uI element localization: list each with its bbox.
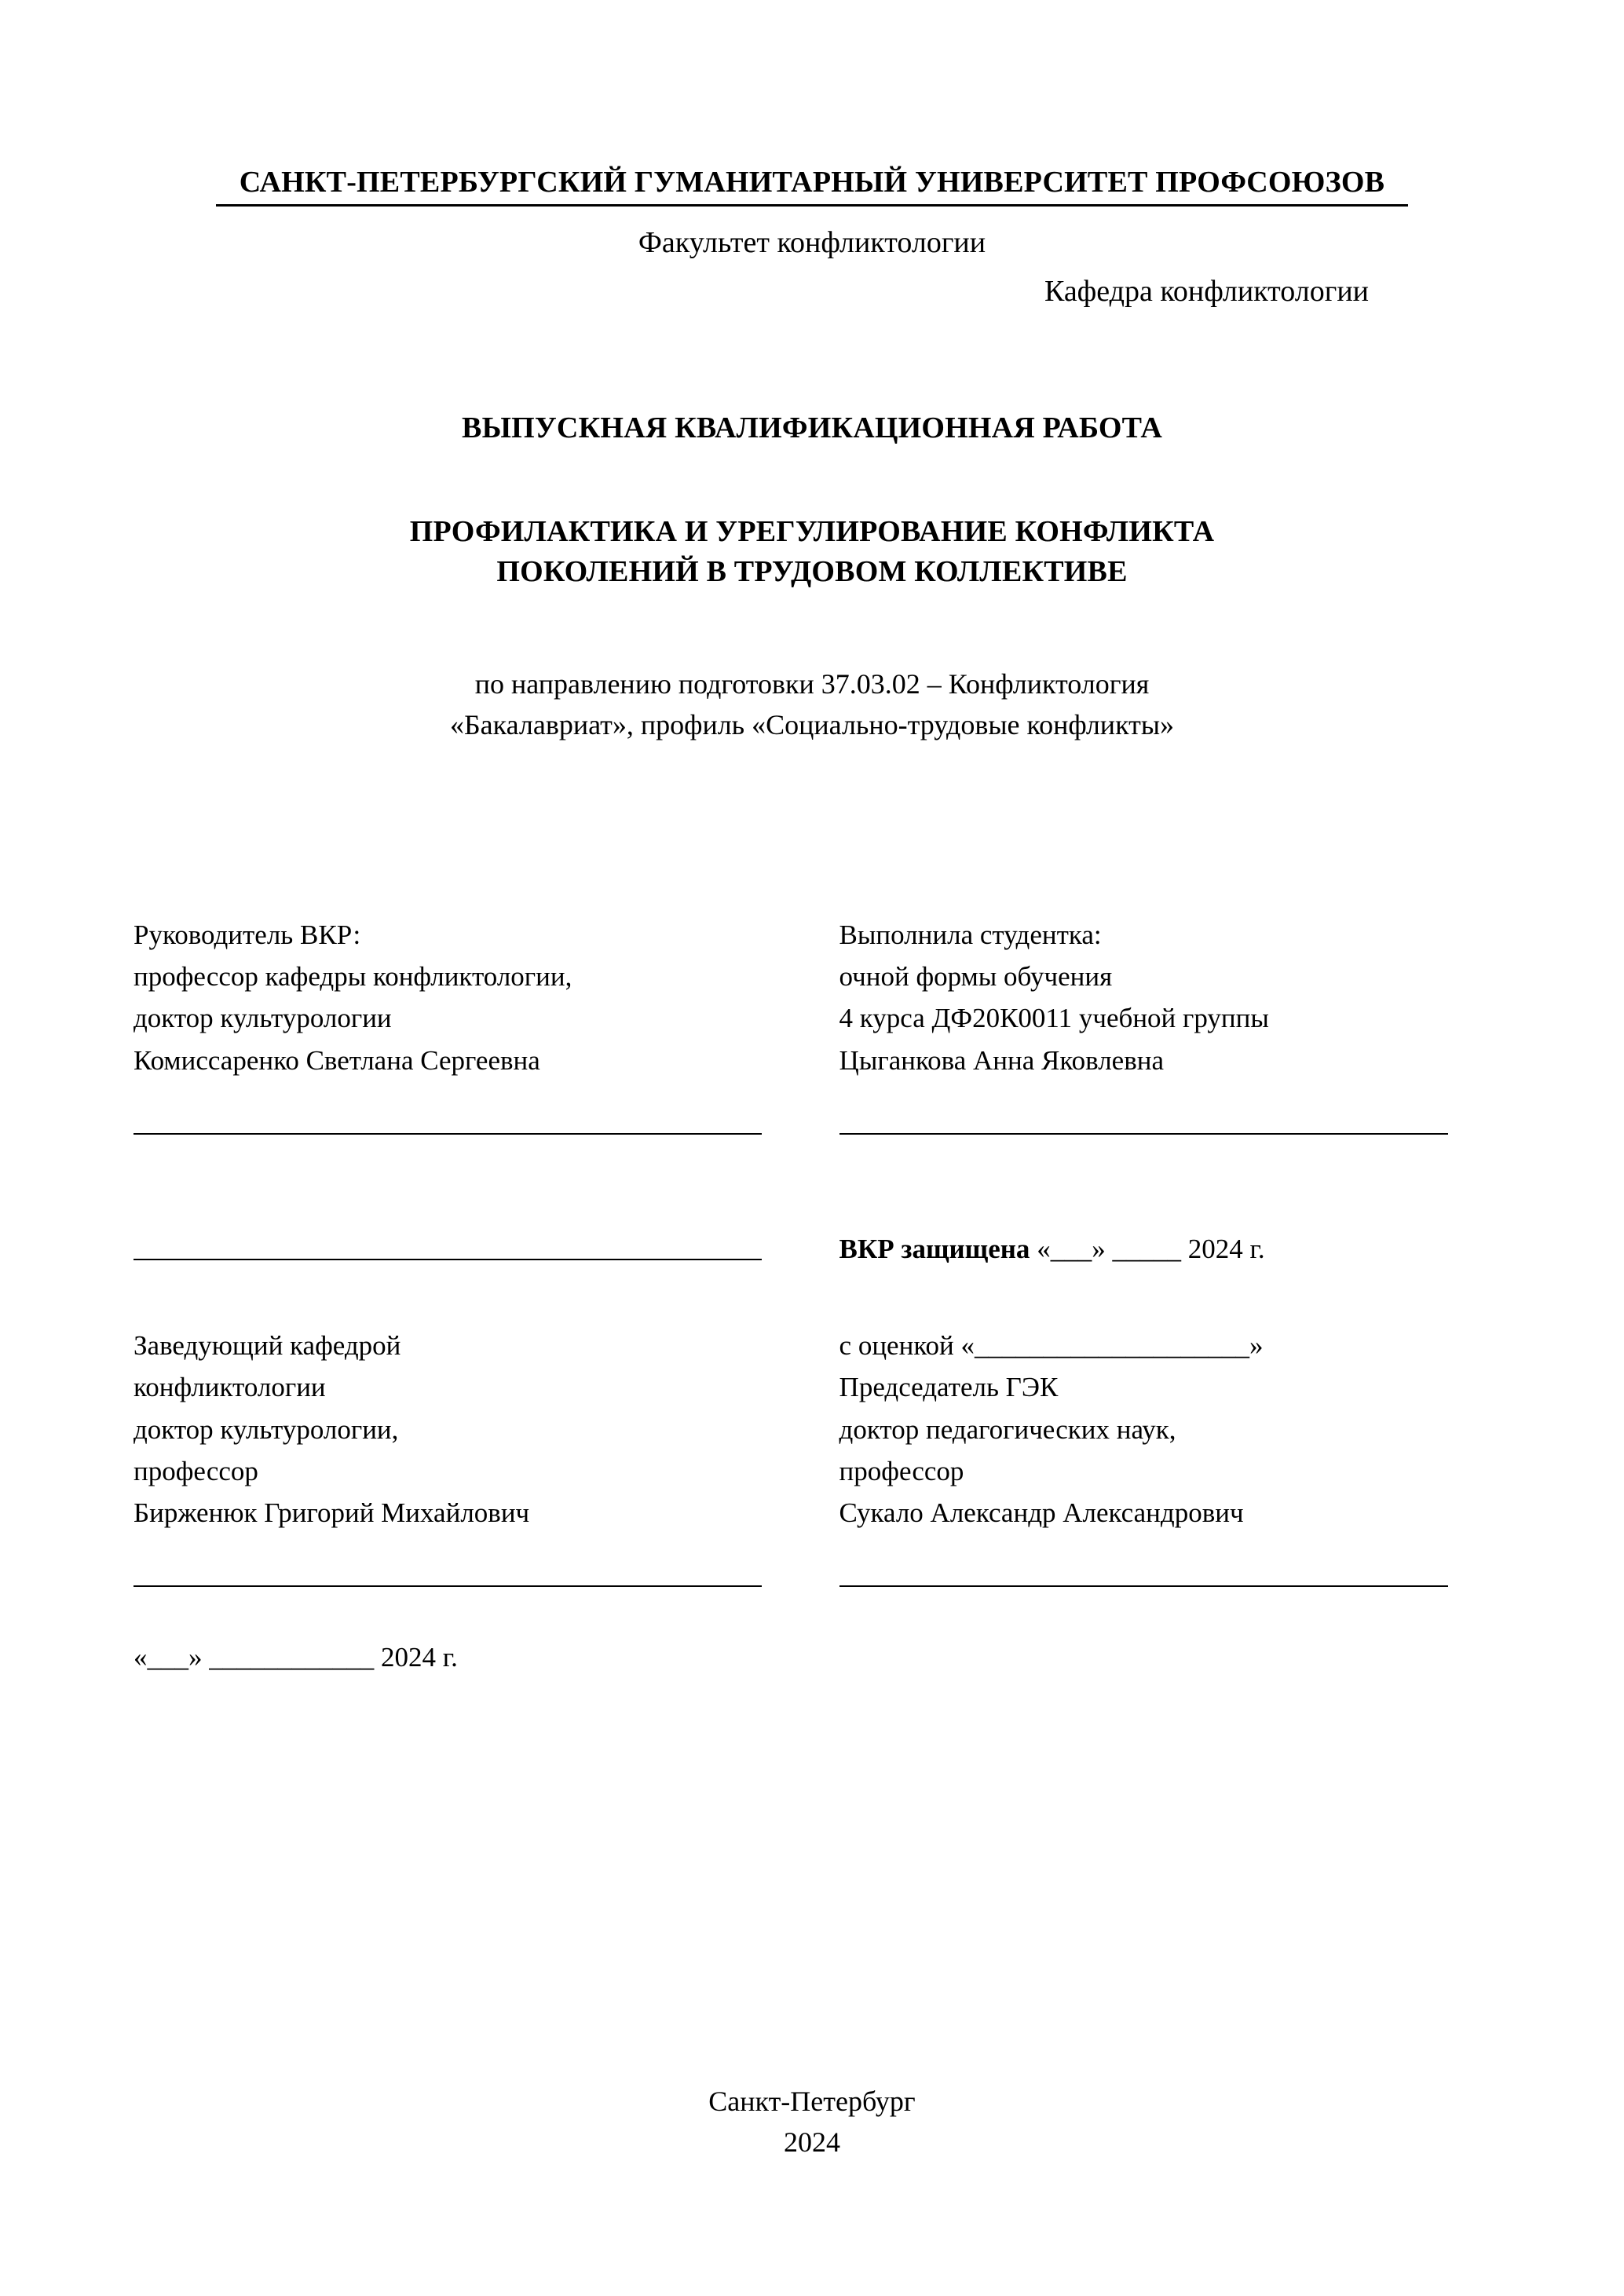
- head-of-department-block: [134, 1325, 839, 1587]
- head-final-signature-line: [134, 1585, 762, 1587]
- defense-row: [134, 1229, 1490, 1270]
- program-info: [134, 664, 1490, 745]
- defense-label: ВКР защищена: [839, 1233, 1030, 1264]
- chair-line-3: профессор: [839, 1455, 964, 1486]
- student-label: Выполнила студентка:: [839, 919, 1102, 950]
- defense-status: [839, 1229, 1490, 1270]
- work-title-line-1: ПРОФИЛАКТИКА И УРЕГУЛИРОВАНИЕ КОНФЛИКТА: [409, 515, 1215, 548]
- supervisor-signature-line: [134, 1133, 762, 1135]
- student-block: [839, 914, 1490, 1135]
- supervisor-block: [134, 914, 839, 1135]
- faculty-name: Факультет конфликтологии: [638, 226, 986, 259]
- chair-block: [839, 1325, 1490, 1587]
- supervisor-position-line-1: профессор кафедры конфликтологии,: [134, 961, 572, 993]
- chair-line-2: доктор педагогических наук,: [839, 1413, 1176, 1445]
- supervisor-student-row: [134, 914, 1490, 1135]
- footer-city: Санкт-Петербург: [708, 2085, 916, 2117]
- head-signature-block: [134, 1229, 839, 1270]
- student-name: Цыганкова Анна Яковлевна: [839, 1044, 1164, 1076]
- head-line-4: профессор: [134, 1455, 258, 1486]
- head-line-2: конфликтологии: [134, 1372, 326, 1403]
- student-signature-line: [839, 1133, 1448, 1135]
- head-signature-line: [134, 1259, 762, 1260]
- head-line-1: Заведующий кафедрой: [134, 1330, 401, 1362]
- supervisor-position-line-2: доктор культурологии: [134, 1003, 392, 1034]
- program-profile: «Бакалавриат», профиль «Социально-трудовые конфликты»: [449, 708, 1175, 740]
- university-name: САНКТ-ПЕТЕРБУРГСКИЙ ГУМАНИТАРНЫЙ УНИВЕРСИТЕТ ПРОФСОЮЗОВ: [216, 165, 1408, 207]
- defense-block: [839, 1229, 1490, 1270]
- department-name: Кафедра конфликтологии: [1044, 275, 1369, 308]
- work-title-line-2: ПОКОЛЕНИЙ В ТРУДОВОМ КОЛЛЕКТИВЕ: [496, 555, 1128, 589]
- program-direction: по направлению подготовки 37.03.02 – Конфликтология: [474, 667, 1150, 700]
- head-name: Бирженюк Григорий Михайлович: [134, 1497, 530, 1528]
- chair-line-1: Председатель ГЭК: [839, 1372, 1059, 1403]
- chair-name: Сукало Александр Александрович: [839, 1497, 1244, 1528]
- work-title: [134, 512, 1490, 593]
- head-chair-row: [134, 1325, 1490, 1587]
- supervisor-label: Руководитель ВКР:: [134, 919, 361, 950]
- footer-year: 2024: [784, 2126, 840, 2158]
- student-group: 4 курса ДФ20К0011 учебной группы: [839, 1003, 1269, 1034]
- defense-date-blank: «___» _____ 2024 г.: [1037, 1233, 1265, 1264]
- student-form: очной формы обучения: [839, 961, 1113, 993]
- signature-area: [134, 914, 1490, 1673]
- spacer-1: [134, 1135, 1490, 1229]
- grade-line: с оценкой «____________________»: [839, 1330, 1264, 1362]
- head-line-3: доктор культурологии,: [134, 1413, 399, 1445]
- bottom-date-line: «___» ____________ 2024 г.: [134, 1642, 458, 1673]
- spacer-2: [134, 1270, 1490, 1325]
- work-type: ВЫПУСКНАЯ КВАЛИФИКАЦИОННАЯ РАБОТА: [462, 411, 1162, 444]
- document-footer: [0, 2081, 1624, 2163]
- chair-signature-line: [839, 1585, 1448, 1587]
- supervisor-name: Комиссаренко Светлана Сергеевна: [134, 1044, 540, 1076]
